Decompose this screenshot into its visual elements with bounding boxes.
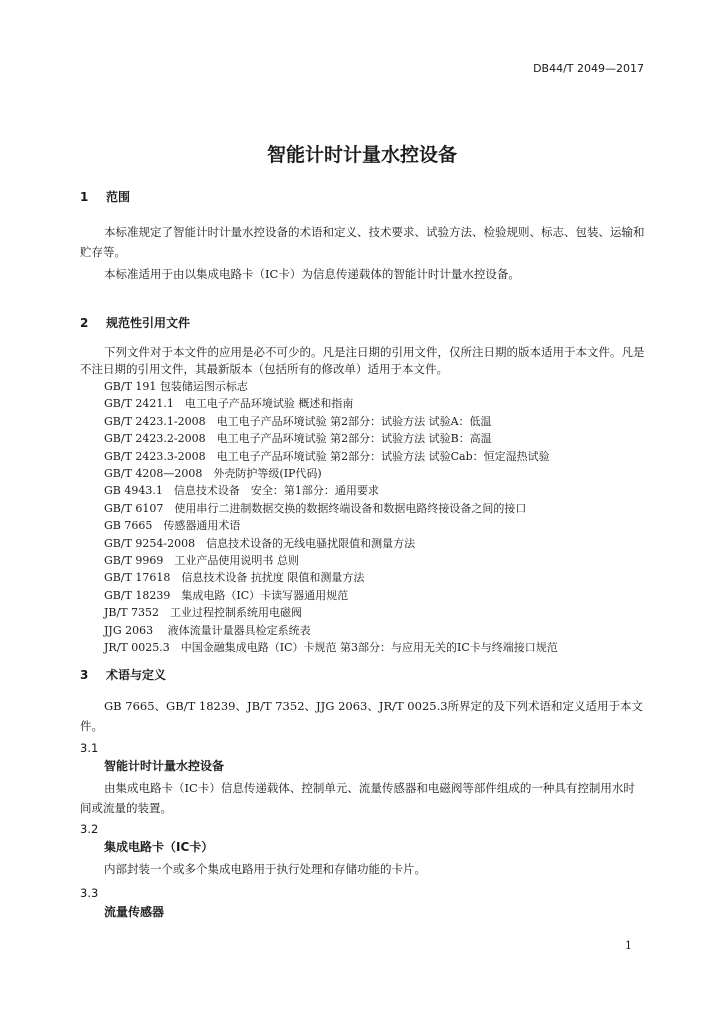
reference-item: GB/T 2421.1 电工电子产品环境试验 概述和指南	[104, 397, 354, 411]
term-number: 3.2	[80, 822, 99, 836]
reference-list	[104, 378, 558, 657]
reference-item: GB/T 2423.3-2008 电工电子产品环境试验 第2部分：试验方法 试验Cab：恒定湿热试验	[104, 449, 550, 463]
page-number: 1	[625, 939, 632, 952]
section-2-heading	[80, 314, 190, 331]
term-name: 流量传感器	[104, 905, 165, 919]
reference-item: GB/T 18239 集成电路（IC）卡读写器通用规范	[104, 588, 349, 602]
reference-item: GB/T 191 包装储运图示标志	[104, 380, 248, 393]
standard-id: DB44/T 2049—2017	[533, 62, 644, 75]
paragraph: 由集成电路卡（IC卡）信息传递载体、控制单元、流量传感器和电磁阀等部件组成的一种具有控制用水时间或流量的装置。	[80, 781, 635, 815]
term-number: 3.3	[80, 886, 99, 900]
section-2-intro	[80, 344, 646, 379]
reference-item: GB/T 9254-2008 信息技术设备的无线电骚扰限值和测量方法	[104, 536, 416, 550]
reference-item: JR/T 0025.3 中国金融集成电路（IC）卡规范 第3部分：与应用无关的IC卡与终端接口规范	[104, 641, 558, 655]
paragraph: GB 7665、GB/T 18239、JB/T 7352、JJG 2063、JR/T 0025.3所界定的及下列术语和定义适用于本文件。	[80, 699, 644, 733]
reference-item: GB/T 2423.2-2008 电工电子产品环境试验 第2部分：试验方法 试验B：高温	[104, 432, 492, 446]
paragraph: 下列文件对于本文件的应用是必不可少的。凡是注日期的引用文件，仅所注日期的版本适用于本文件。凡是不注日期的引用文件，其最新版本（包括所有的修改单）适用于本文件。	[80, 345, 645, 377]
reference-item: GB 4943.1 信息技术设备 安全：第1部分：通用要求	[104, 484, 379, 498]
reference-item: GB/T 17618 信息技术设备 抗扰度 限值和测量方法	[104, 571, 365, 585]
section-number: 2	[80, 316, 89, 330]
reference-item: JB/T 7352 工业过程控制系统用电磁阀	[104, 606, 303, 620]
reference-item: GB/T 9969 工业产品使用说明书 总则	[104, 554, 299, 568]
section-number: 3	[80, 668, 89, 682]
term-definition	[80, 778, 646, 818]
section-1-heading	[80, 188, 130, 205]
section-number: 1	[80, 190, 89, 204]
section-3-heading	[80, 666, 166, 683]
reference-item: GB/T 4208—2008 外壳防护等级(IP代码)	[104, 467, 322, 481]
reference-item: JJG 2063 液体流量计量器具检定系统表	[104, 623, 311, 637]
section-title: 范围	[106, 190, 131, 204]
reference-item: GB/T 2423.1-2008 电工电子产品环境试验 第2部分：试验方法 试验A：低温	[104, 414, 492, 428]
section-title: 规范性引用文件	[106, 316, 191, 330]
reference-item: GB/T 6107 使用串行二进制数据交换的数据终端设备和数据电路终接设备之间的接口	[104, 501, 527, 515]
section-title: 术语与定义	[106, 668, 167, 682]
term-definition	[80, 859, 646, 879]
section-1-body	[80, 222, 646, 284]
term-name: 集成电路卡（IC卡）	[104, 840, 214, 854]
term-name: 智能计时计量水控设备	[104, 759, 225, 773]
paragraph: 内部封装一个或多个集成电路用于执行处理和存储功能的卡片。	[104, 862, 426, 876]
paragraph: 本标准规定了智能计时计量水控设备的术语和定义、技术要求、试验方法、检验规则、标志、包装、运输和贮存等。	[80, 225, 645, 259]
document-title: 智能计时计量水控设备	[266, 144, 457, 166]
reference-item: GB 7665 传感器通用术语	[104, 519, 241, 533]
paragraph: 本标准适用于由以集成电路卡（IC卡）为信息传递载体的智能计时计量水控设备。	[104, 267, 520, 281]
section-3-intro	[80, 696, 646, 736]
term-number: 3.1	[80, 741, 99, 755]
